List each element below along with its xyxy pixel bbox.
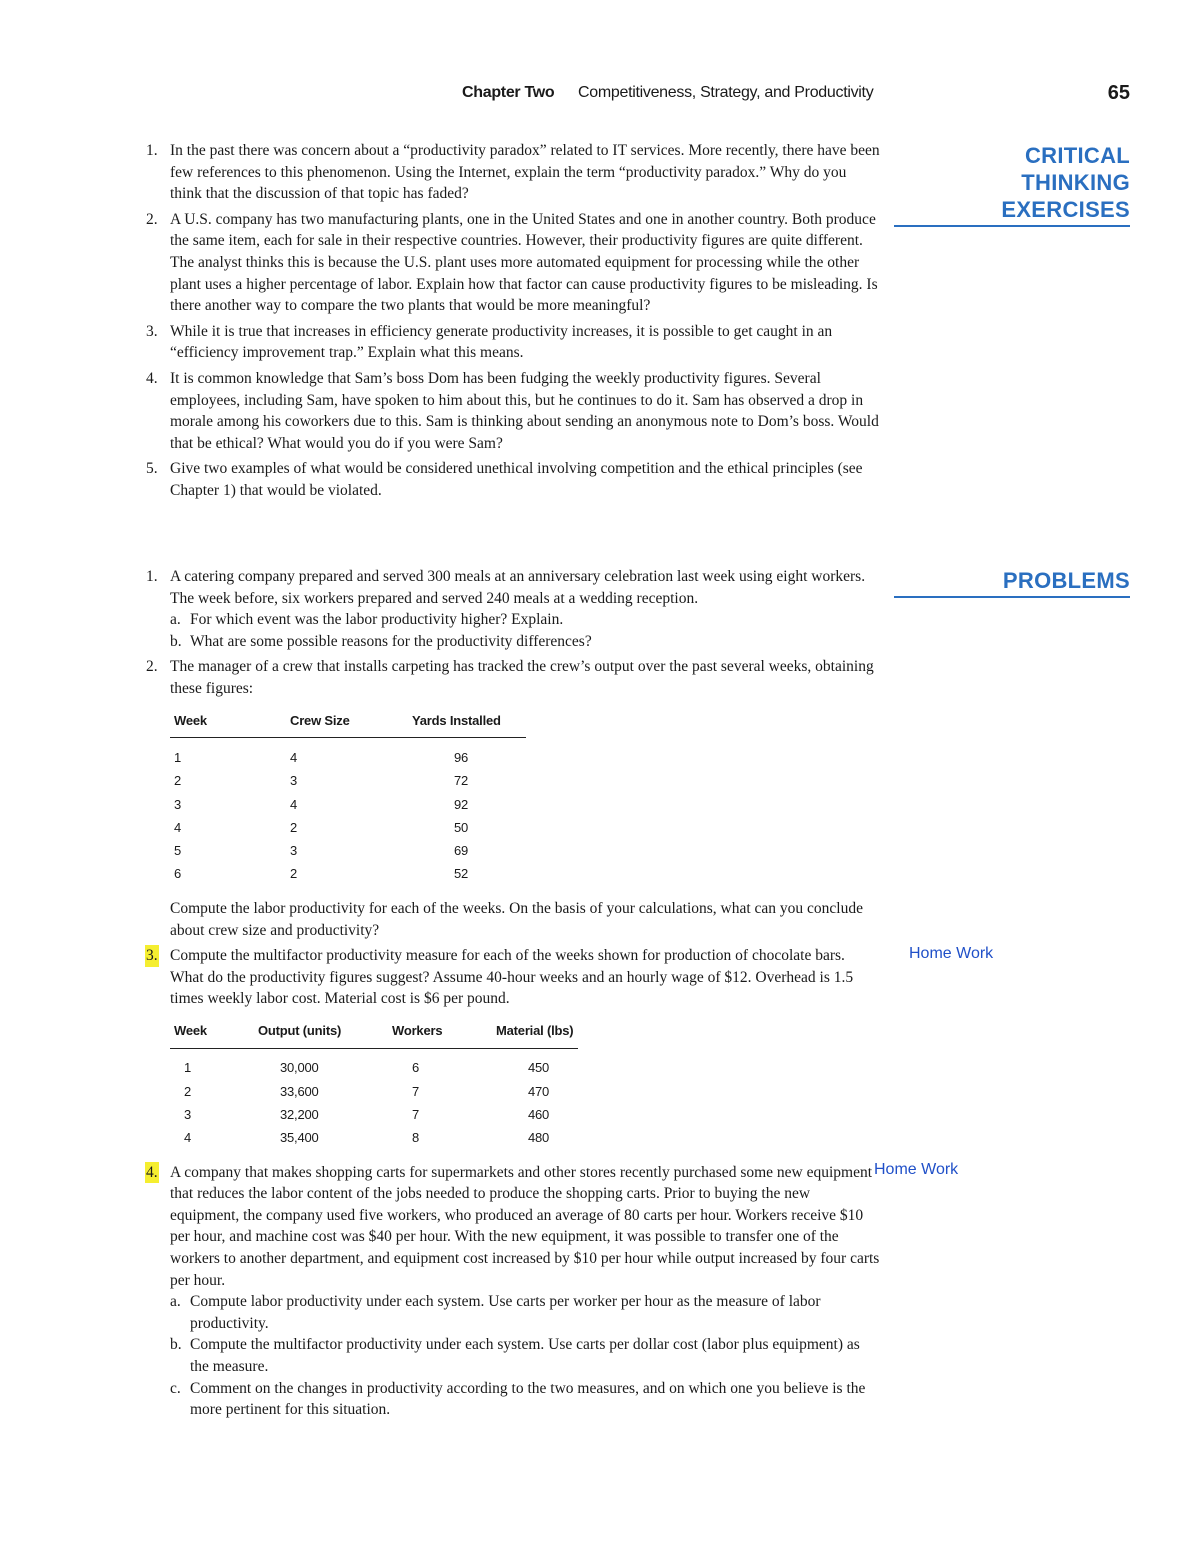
sub-item bbox=[170, 1334, 882, 1377]
column-header: Week bbox=[170, 710, 286, 738]
item-number: 1. bbox=[146, 568, 158, 585]
table-cell: 3 bbox=[174, 796, 182, 812]
sub-label: a. bbox=[170, 611, 181, 629]
item-text: Compute the multifactor productivity measure for each of the weeks shown for production of chocolate bars. What do the productivity figures suggest? Assume 40-hour weeks and an hourly wage of $12. Overhead is 1.5 times weekly labor cost. Material cost is $6 per pound. bbox=[170, 947, 854, 1008]
item-text: Give two examples of what would be considered unethical involving competition and the ethical principles (see Chapter 1) that would be violated. bbox=[170, 460, 863, 499]
table-cell: 4 bbox=[290, 750, 298, 765]
table-cell: 3 bbox=[290, 773, 298, 789]
table-row bbox=[170, 1080, 578, 1103]
table-cell: 1 bbox=[184, 1060, 192, 1076]
item-text: A company that makes shopping carts for supermarkets and other stores recently purchased some new equipment that reduces the labor content of the jobs needed to produce the shopping carts. Prior to buying the new equipment, the company used five workers, who produced an average of 80 carts per hour. Workers receive $10 per hour, and machine cost was $40 per hour. With the new equipment, it was possible to transfer one of the workers to another department, and equipment cost increased by $10 per hour while output increased by four carts per hour. bbox=[170, 1163, 880, 1289]
sub-item bbox=[170, 1291, 882, 1334]
table-cell: 460 bbox=[528, 1106, 550, 1122]
item-number: 2. bbox=[146, 658, 158, 676]
item-number: 2. bbox=[146, 210, 158, 228]
exercise-item bbox=[142, 458, 882, 501]
homework-note: Home Work bbox=[909, 945, 994, 962]
critical-thinking-heading bbox=[894, 142, 1130, 227]
sub-label: c. bbox=[170, 1379, 181, 1397]
table-cell: 2 bbox=[290, 819, 298, 835]
table-cell: 6 bbox=[174, 866, 182, 882]
table-cell: 33,600 bbox=[280, 1083, 319, 1099]
sub-text: What are some possible reasons for the productivity differences? bbox=[190, 632, 592, 650]
sub-item bbox=[170, 1378, 882, 1421]
table-cell: 3 bbox=[184, 1106, 192, 1122]
table-cell: 1 bbox=[174, 750, 182, 765]
table-cell: 69 bbox=[454, 843, 469, 859]
column-header: Output (units) bbox=[254, 1020, 388, 1048]
table-cell: 6 bbox=[412, 1060, 420, 1076]
sub-label: b. bbox=[170, 1336, 182, 1354]
table-row bbox=[170, 769, 526, 792]
sub-label: b. bbox=[170, 632, 182, 650]
sub-list bbox=[170, 609, 882, 652]
problem-item bbox=[142, 656, 882, 941]
table-cell: 2 bbox=[184, 1083, 192, 1099]
item-text: In the past there was concern about a “productivity paradox” related to IT services. More recently, there have been few references to this phenomenon. Using the Internet, explain the term “productivity paradox.” Why do you think that the discussion of that topic has faded? bbox=[170, 142, 880, 203]
table-header-row bbox=[170, 1020, 578, 1048]
sub-label: a. bbox=[170, 1293, 181, 1311]
problems-heading bbox=[894, 567, 1130, 598]
table-cell: 72 bbox=[454, 773, 469, 789]
exercise-item bbox=[142, 321, 882, 364]
critical-thinking-list bbox=[142, 140, 882, 506]
column-header: Week bbox=[170, 1020, 254, 1048]
heading-line: CRITICAL bbox=[1024, 143, 1130, 168]
sub-item bbox=[170, 609, 882, 631]
table-cell: 4 bbox=[174, 819, 182, 835]
table-cell: 450 bbox=[528, 1060, 550, 1076]
highlighted-item-number: 4. bbox=[145, 1162, 159, 1184]
table-row bbox=[170, 1048, 578, 1080]
table-row bbox=[170, 793, 526, 816]
problems-list bbox=[142, 566, 882, 1425]
highlighted-item-number: 3. bbox=[145, 945, 159, 967]
item-text: A U.S. company has two manufacturing plants, one in the United States and one in another country. Both produce the same item, each for sale in their respective countries. However, their productivity figures are quite different. The analyst thinks this is because the U.S. plant uses more automated equipment for processing while the other plant uses a higher percentage of labor. Explain how that factor can cause productivity figures to be misleading. Is there another way to compare the two plants that would be more meaningful? bbox=[170, 210, 878, 315]
table-row bbox=[170, 1103, 578, 1126]
table-cell: 50 bbox=[454, 819, 469, 835]
table-row bbox=[170, 1126, 578, 1149]
sub-item bbox=[170, 631, 882, 653]
item-number: 3. bbox=[146, 322, 158, 340]
exercise-item bbox=[142, 368, 882, 454]
item-followup-text: Compute the labor productivity for each of the weeks. On the basis of your calculations, what can you conclude about crew size and productivity? bbox=[170, 899, 863, 939]
sub-text: For which event was the labor productivity higher? Explain. bbox=[190, 611, 564, 629]
column-header: Crew Size bbox=[286, 710, 408, 738]
table-cell: 32,200 bbox=[280, 1106, 319, 1122]
table-cell: 4 bbox=[290, 796, 298, 812]
crew-output-table bbox=[170, 710, 526, 886]
table-cell: 52 bbox=[454, 866, 469, 882]
table-cell: 2 bbox=[290, 866, 298, 882]
table-cell: 5 bbox=[174, 843, 182, 859]
chocolate-production-table bbox=[170, 1020, 578, 1150]
table-cell: 2 bbox=[174, 773, 182, 789]
table-cell: 470 bbox=[528, 1083, 550, 1099]
exercise-item bbox=[142, 140, 882, 205]
sub-text: Comment on the changes in productivity according to the two measures, and on which one you believe is the more pertinent for this situation. bbox=[190, 1379, 866, 1419]
problem-item bbox=[142, 945, 882, 1150]
table-cell: 7 bbox=[412, 1083, 420, 1099]
column-header: Yards Installed bbox=[408, 710, 526, 738]
exercise-item bbox=[142, 209, 882, 317]
homework-note: Home Work bbox=[874, 1161, 959, 1178]
table-cell: 3 bbox=[290, 843, 298, 859]
item-number: 4. bbox=[146, 369, 158, 387]
item-text: While it is true that increases in efficiency generate productivity increases, it is possible to get caught in an “efficiency improvement trap.” Explain what this means. bbox=[170, 322, 833, 362]
sub-text: Compute labor productivity under each system. Use carts per worker per hour as the measure of labor productivity. bbox=[190, 1293, 821, 1332]
sub-list bbox=[170, 1291, 882, 1421]
table-header-row bbox=[170, 710, 526, 738]
chapter-title: Competitiveness, Strategy, and Productivity bbox=[578, 84, 874, 101]
heading-line: THINKING bbox=[1021, 170, 1130, 195]
table-row bbox=[170, 816, 526, 839]
heading-line: PROBLEMS bbox=[1002, 568, 1130, 593]
item-text: The manager of a crew that installs carpeting has tracked the crew’s output over the past several weeks, obtaining these figures: bbox=[170, 658, 874, 697]
item-number: 5. bbox=[146, 460, 158, 478]
table-cell: 96 bbox=[454, 750, 469, 765]
table-cell: 92 bbox=[454, 796, 469, 812]
sub-text: Compute the multifactor productivity under each system. Use carts per dollar cost (labor plus equipment) as the measure. bbox=[190, 1336, 860, 1376]
item-text: A catering company prepared and served 300 meals at an anniversary celebration last week using eight workers. The week before, six workers prepared and served 240 meals at a wedding reception. bbox=[170, 568, 866, 607]
table-row bbox=[170, 839, 526, 862]
chapter-label: Chapter Two bbox=[462, 84, 555, 101]
column-header: Workers bbox=[388, 1020, 492, 1048]
item-number: 1. bbox=[146, 142, 158, 159]
table-cell: 480 bbox=[528, 1130, 550, 1146]
table-row bbox=[170, 863, 526, 886]
table-cell: 8 bbox=[412, 1130, 420, 1146]
problem-item bbox=[142, 566, 882, 652]
table-cell: 7 bbox=[412, 1106, 420, 1122]
table-cell: 4 bbox=[184, 1130, 192, 1146]
table-row bbox=[170, 738, 526, 770]
table-cell: 35,400 bbox=[280, 1130, 319, 1146]
page-header bbox=[0, 84, 1200, 108]
column-header: Material (lbs) bbox=[492, 1020, 578, 1048]
problem-item bbox=[142, 1162, 882, 1421]
heading-line: EXERCISES bbox=[1001, 197, 1130, 222]
item-text: It is common knowledge that Sam’s boss Dom has been fudging the weekly productivity figures. Several employees, including Sam, have spoken to him about this, but he continues to do it. Sam has observed a drop in morale among his coworkers due to this. Sam is thinking about sending an anonymous note to Dom’s boss. Would that be ethical? What would you do if you were Sam? bbox=[170, 369, 879, 452]
page-number: 65 bbox=[1107, 82, 1130, 104]
table-cell: 30,000 bbox=[280, 1060, 319, 1076]
